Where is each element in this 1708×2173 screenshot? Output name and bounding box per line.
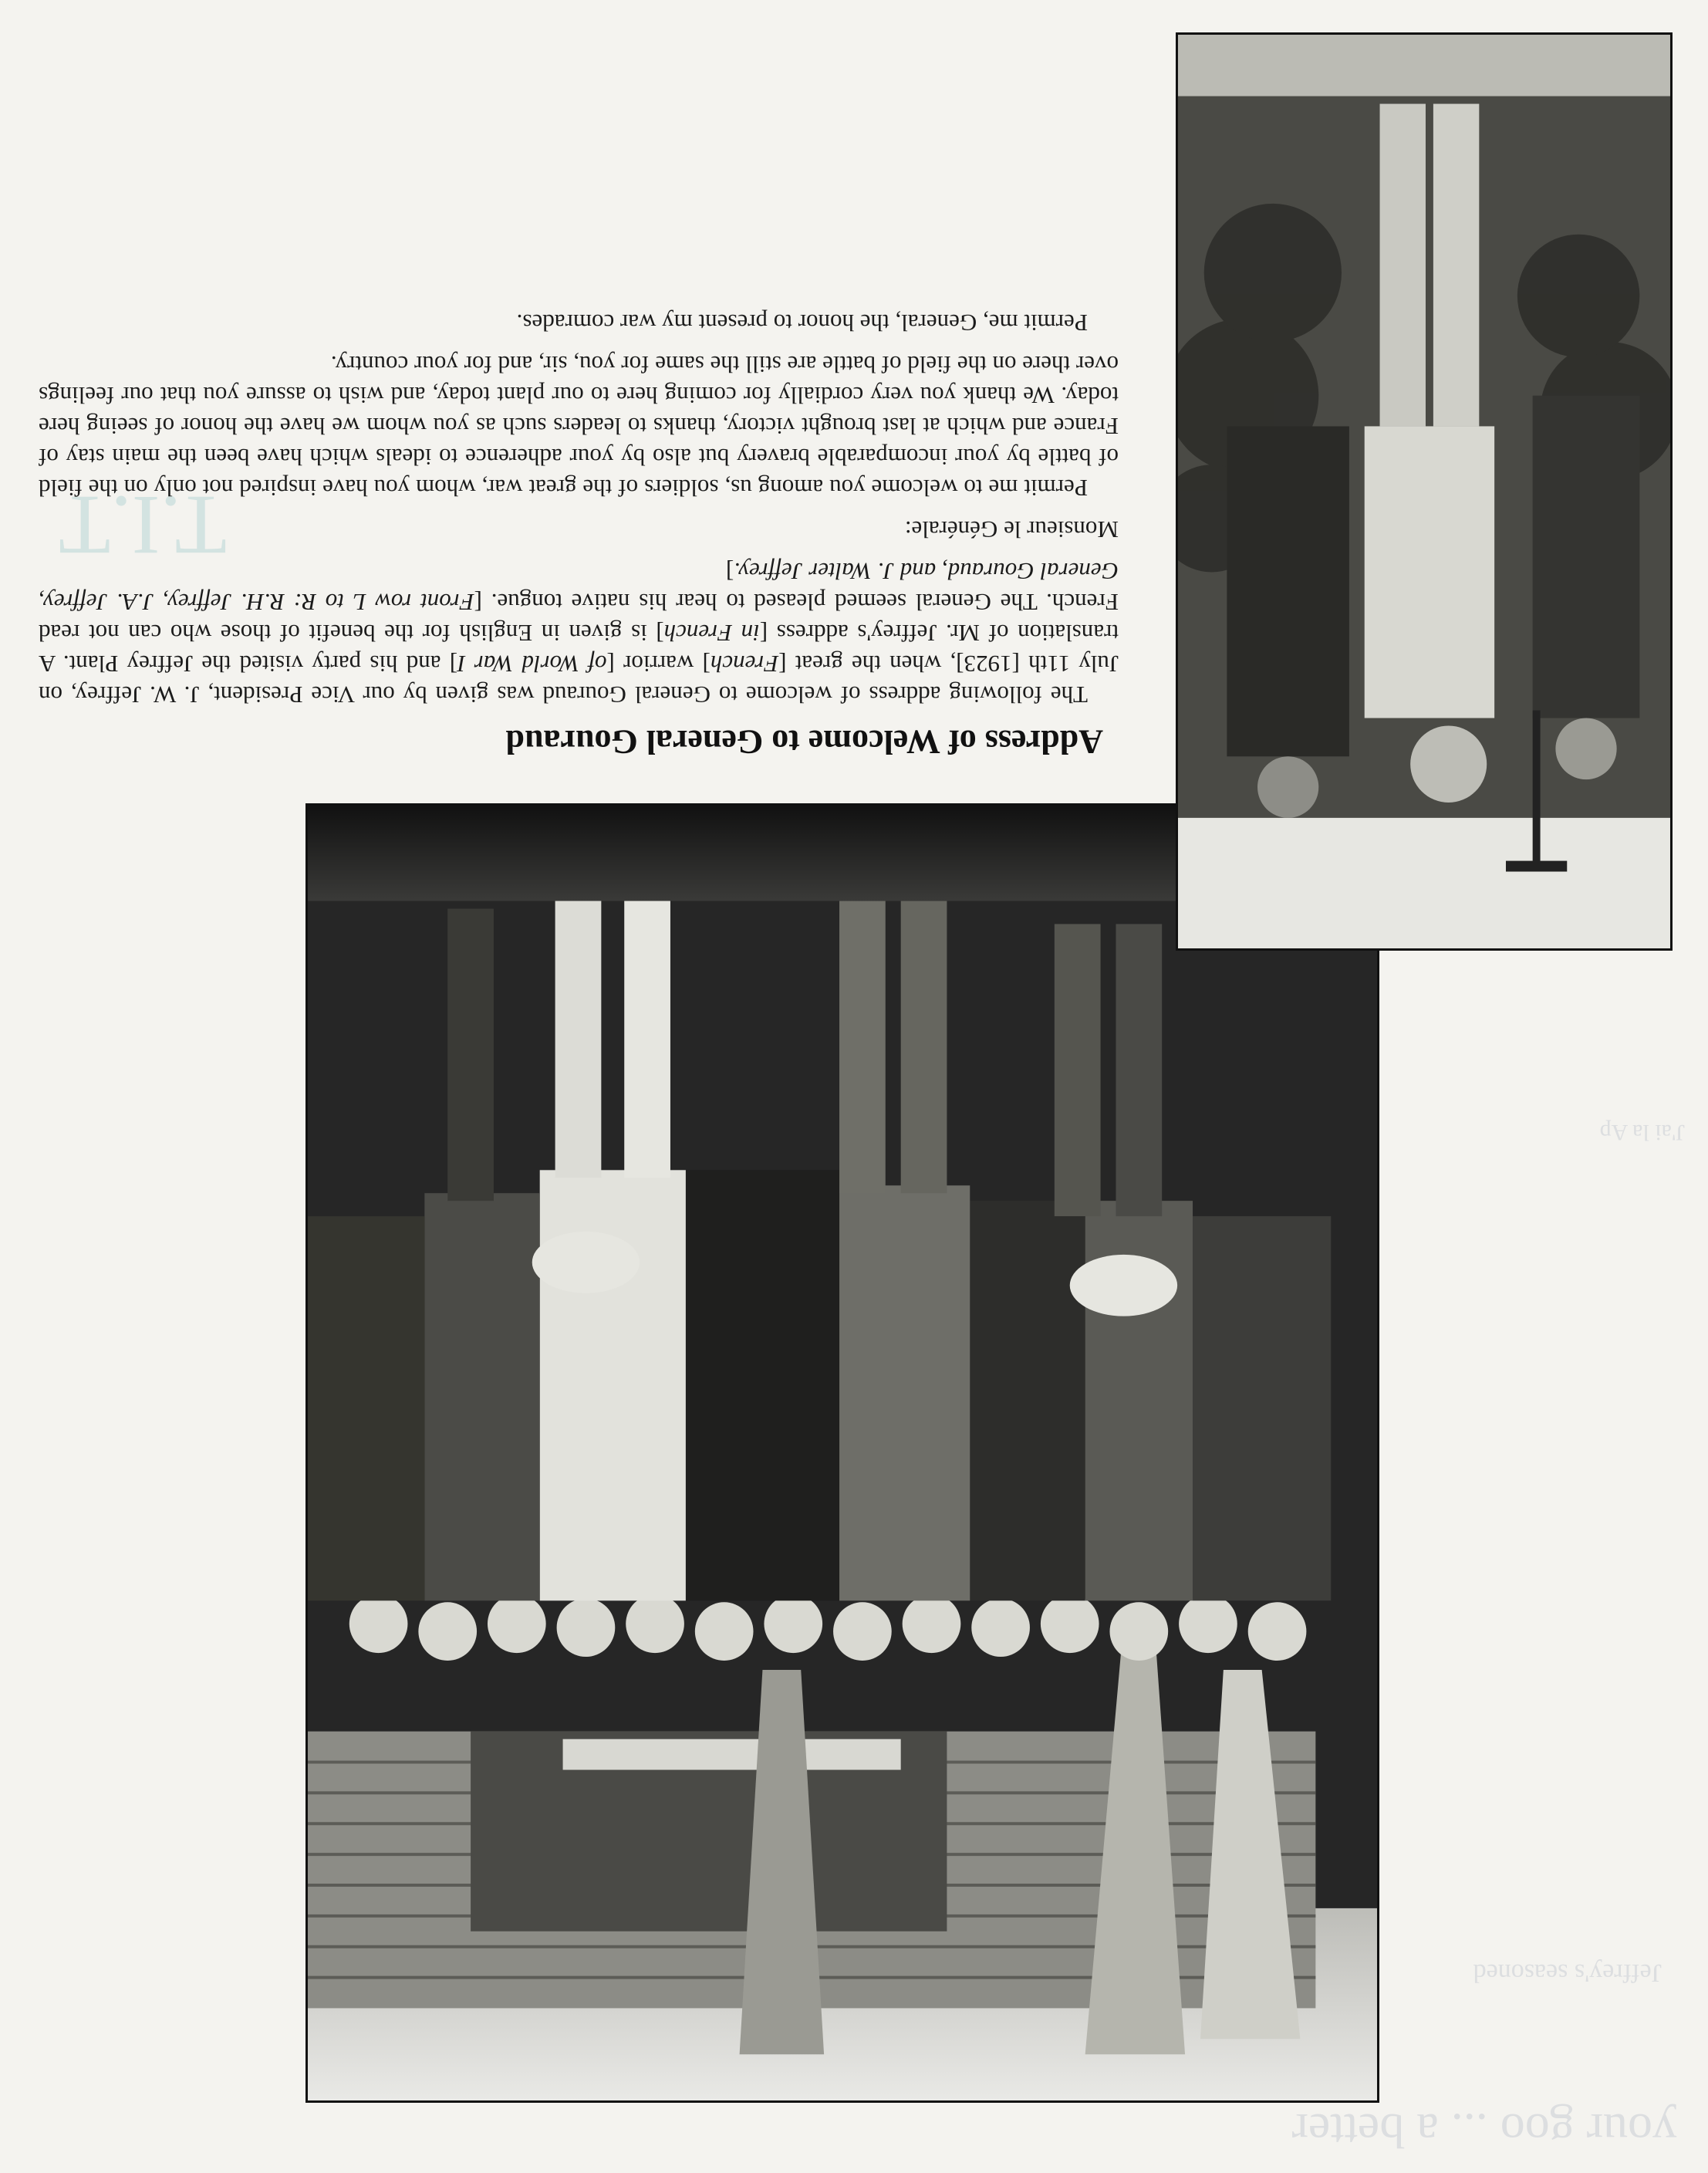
cane [1533,711,1541,864]
man-leg-left [1433,104,1479,427]
intro-text-3: ] and his party visited the Jeffrey Plant. A translation of Mr. Jeffrey's address [ [39,620,1119,678]
article [39,296,1119,762]
portrait-photo-image [1178,35,1670,948]
bleed-through-text-mid: Jeffrey's seasoned [1473,1958,1662,1987]
article-title: Address of Welcome to General Gouraud [505,723,1103,761]
salutation: Monsieur le Générale: [904,516,1119,543]
body-paragraph: Permit me to welcome you among us, soldiers of the great war, whom you have inspired not only on the field of battle by your incomparable bravery but also by your adherence to ideals which have been the main stay of France and which at last brought victory, thanks to leaders such as you whom we have the honor of seeing here today. We thank you very cordially for coming here to our plant today, and wish to assure you that our feelings over there on the field of battle are still the same for you, sir, and for your country. [39,351,1119,502]
photo-caption-names: Front row L to R: R.H. Jeffrey, J.A. Jeffrey, General Gouraud, and J. Walter Jeffrey. [39,558,1119,616]
ground-area [1178,818,1670,948]
straw-hat-1 [1070,1255,1177,1316]
intro-text-5: ] [725,558,734,585]
figure-left [1533,396,1640,718]
intro-text-2: ] warrior [ [606,651,711,678]
intro-paragraph [39,556,1119,710]
figure-right [1227,426,1349,756]
banner-sign [563,1739,901,1770]
bleed-through-text-right: T.I.T [59,478,227,573]
ceiling-beam [1178,35,1670,96]
intro-text-4: ] is given in English for the benefit of those who can not read French. The General seemed pleased to hear his native tongue. [ [38,589,1119,647]
intro-italic-1: French [710,651,779,678]
bleed-through-text-top: your goo ... a better [1291,2104,1677,2158]
closing-paragraph: Permit me, General, the honor to present my war comrades. [516,309,1088,336]
portrait-photo [1176,32,1673,951]
bleed-through-text-side: J'ai la Ap [1599,1120,1685,1145]
intro-italic-3: in French [663,620,760,647]
crowd-bodies [308,1170,1331,1600]
intro-text-1: The following address of welcome to General Gouraud was given by our Vice President, J. W. Jeffrey, on July 11th [1923], when the great [ [39,651,1119,708]
man-coat [1365,426,1494,718]
group-photo [305,803,1379,2103]
group-photo-image [308,806,1377,2100]
man-head [1410,725,1487,802]
straw-hat-2 [532,1232,640,1293]
intro-italic-2: of World War I [457,651,607,678]
man-leg-right [1380,104,1426,427]
